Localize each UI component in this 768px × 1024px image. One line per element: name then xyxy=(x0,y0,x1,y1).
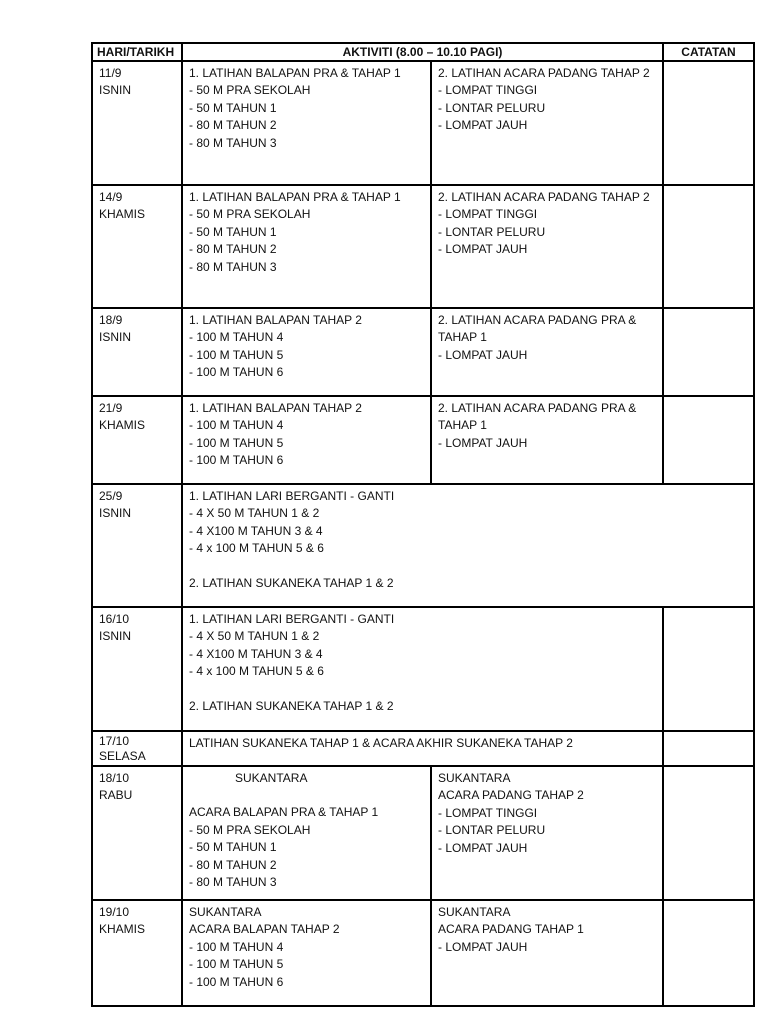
activity-line: LATIHAN SUKANEKA TAHAP 1 & ACARA AKHIR SUKANEKA TAHAP 2 xyxy=(189,736,573,750)
activity-line: 2. LATIHAN ACARA PADANG PRA & xyxy=(438,313,637,327)
table-row xyxy=(92,607,754,731)
day-label: ISNIN xyxy=(99,506,132,521)
activity-line: TAHAP 1 xyxy=(438,418,487,433)
activity-line: - 100 M TAHUN 4 xyxy=(189,330,284,345)
day-label: KHAMIS xyxy=(99,207,146,222)
date-label: 17/10 xyxy=(99,734,130,748)
notes-cell xyxy=(663,731,754,766)
date-label: 25/9 xyxy=(99,489,123,503)
day-cell xyxy=(92,607,182,731)
notes-cell xyxy=(663,185,754,308)
activity-line: - 4 X 50 M TAHUN 1 & 2 xyxy=(189,629,320,644)
activity-right-cell xyxy=(431,61,663,185)
table-row xyxy=(92,61,754,185)
table-row xyxy=(92,185,754,308)
activity-line: ACARA PADANG TAHAP 1 xyxy=(438,922,584,937)
activity-line: - LOMPAT TINGGI xyxy=(438,207,538,222)
activity-right-cell xyxy=(431,900,663,1006)
activity-line: SUKANTARA xyxy=(189,905,262,919)
activity-line: - 80 M TAHUN 3 xyxy=(189,135,277,150)
spacer xyxy=(189,681,656,698)
day-cell xyxy=(92,900,182,1006)
date-label: 19/10 xyxy=(99,905,130,919)
activity-line: - 50 M TAHUN 1 xyxy=(189,840,277,855)
day-cell xyxy=(92,396,182,484)
table-row xyxy=(92,766,754,900)
activity-line: - LONTAR PELURU xyxy=(438,823,546,838)
notes-cell xyxy=(663,396,754,484)
activity-right-cell xyxy=(431,308,663,396)
activity-line: - LOMPAT JAUH xyxy=(438,118,528,133)
day-label: KHAMIS xyxy=(99,418,146,433)
activity-line: - 4 x 100 M TAHUN 5 & 6 xyxy=(189,664,324,679)
activity-full-cell xyxy=(182,607,663,731)
activity-right-cell xyxy=(431,766,663,900)
activity-left-cell xyxy=(182,185,431,308)
day-label: ISNIN xyxy=(99,83,132,98)
table-row xyxy=(92,308,754,396)
spacer xyxy=(189,787,424,804)
date-label: 11/9 xyxy=(99,66,122,80)
notes-cell xyxy=(663,766,754,900)
activity-line: - 4 X 50 M TAHUN 1 & 2 xyxy=(189,506,320,521)
date-label: 21/9 xyxy=(99,401,123,415)
activity-line: - 100 M TAHUN 4 xyxy=(189,939,284,954)
activity-line: 1. LATIHAN BALAPAN TAHAP 2 xyxy=(189,313,362,327)
day-cell xyxy=(92,308,182,396)
activity-line: - LONTAR PELURU xyxy=(438,224,546,239)
activity-line: - LOMPAT JAUH xyxy=(438,347,528,362)
activity-line: - 50 M TAHUN 1 xyxy=(189,100,277,115)
activity-line: - 4 X100 M TAHUN 3 & 4 xyxy=(189,523,323,538)
activity-line: 2. LATIHAN ACARA PADANG PRA & xyxy=(438,401,637,415)
activity-line: ACARA BALAPAN TAHAP 2 xyxy=(189,922,340,937)
activity-line: 2. LATIHAN ACARA PADANG TAHAP 2 xyxy=(438,190,650,204)
activity-line: - 100 M TAHUN 5 xyxy=(189,957,284,972)
date-label: 18/9 xyxy=(99,313,123,327)
day-label: ISNIN xyxy=(99,629,132,644)
activity-line: TAHAP 1 xyxy=(438,330,487,345)
activity-left-cell xyxy=(182,396,431,484)
notes-cell xyxy=(663,61,754,185)
activity-full-cell xyxy=(182,484,754,607)
activity-line: 2. LATIHAN SUKANEKA TAHAP 1 & 2 xyxy=(189,698,394,713)
activity-line: SUKANTARA xyxy=(438,771,511,785)
activity-line: - 80 M TAHUN 2 xyxy=(189,242,277,257)
activity-line: - LOMPAT TINGGI xyxy=(438,83,538,98)
activity-line: ACARA BALAPAN PRA & TAHAP 1 xyxy=(189,805,379,820)
activity-line: - LONTAR PELURU xyxy=(438,100,546,115)
activity-right-cell xyxy=(431,185,663,308)
activity-line: 2. LATIHAN ACARA PADANG TAHAP 2 xyxy=(438,66,650,80)
activity-line: - 80 M TAHUN 2 xyxy=(189,857,277,872)
header-notes: CATATAN xyxy=(663,43,754,61)
activity-line: SUKANTARA xyxy=(438,905,511,919)
table-row xyxy=(92,731,754,766)
activity-line: - 100 M TAHUN 6 xyxy=(189,453,284,468)
activity-line: - LOMPAT TINGGI xyxy=(438,805,538,820)
activity-line: - 100 M TAHUN 5 xyxy=(189,435,284,450)
activity-left-cell xyxy=(182,766,431,900)
schedule-table xyxy=(91,42,755,1007)
table-row xyxy=(92,396,754,484)
date-label: 16/10 xyxy=(99,612,130,626)
activity-line: - 4 X100 M TAHUN 3 & 4 xyxy=(189,646,323,661)
activity-line: - LOMPAT JAUH xyxy=(438,435,528,450)
activity-left-cell xyxy=(182,900,431,1006)
activity-line: 1. LATIHAN BALAPAN PRA & TAHAP 1 xyxy=(189,66,401,80)
activity-left-cell xyxy=(182,308,431,396)
activity-line: - LOMPAT JAUH xyxy=(438,939,528,954)
day-cell xyxy=(92,484,182,607)
day-cell xyxy=(92,185,182,308)
activity-right-cell xyxy=(431,396,663,484)
day-cell xyxy=(92,766,182,900)
activity-line: - 50 M PRA SEKOLAH xyxy=(189,207,311,222)
activity-line: - LOMPAT JAUH xyxy=(438,840,528,855)
notes-cell xyxy=(663,308,754,396)
activity-line: - 80 M TAHUN 3 xyxy=(189,259,277,274)
day-label: KHAMIS xyxy=(99,922,146,937)
activity-line: - 100 M TAHUN 5 xyxy=(189,347,284,362)
activity-line: 1. LATIHAN LARI BERGANTI - GANTI xyxy=(189,489,395,503)
notes-cell xyxy=(663,607,754,731)
activity-line: - 50 M PRA SEKOLAH xyxy=(189,83,311,98)
activity-line: - 100 M TAHUN 4 xyxy=(189,418,284,433)
day-label: ISNIN xyxy=(99,330,132,345)
header-row xyxy=(92,43,754,61)
spacer xyxy=(189,558,747,575)
day-label: SELASA xyxy=(99,749,146,763)
activity-line: 1. LATIHAN LARI BERGANTI - GANTI xyxy=(189,612,395,626)
activity-title: SUKANTARA xyxy=(235,771,308,785)
date-label: 18/10 xyxy=(99,771,130,785)
activity-line: 1. LATIHAN BALAPAN TAHAP 2 xyxy=(189,401,362,415)
table-row xyxy=(92,484,754,607)
activity-line: - 80 M TAHUN 2 xyxy=(189,118,277,133)
activity-line: - LOMPAT JAUH xyxy=(438,242,528,257)
notes-cell xyxy=(663,900,754,1006)
day-cell xyxy=(92,61,182,185)
activity-line: - 80 M TAHUN 3 xyxy=(189,875,277,890)
activity-line: 2. LATIHAN SUKANEKA TAHAP 1 & 2 xyxy=(189,575,394,590)
activity-line: - 50 M TAHUN 1 xyxy=(189,224,277,239)
activity-full-cell xyxy=(182,731,663,766)
activity-left-cell xyxy=(182,61,431,185)
activity-line: - 100 M TAHUN 6 xyxy=(189,974,284,989)
table-row xyxy=(92,900,754,1006)
activity-line: - 4 x 100 M TAHUN 5 & 6 xyxy=(189,541,324,556)
day-cell xyxy=(92,731,182,766)
header-activity: AKTIVITI (8.00 – 10.10 PAGI) xyxy=(182,43,663,61)
activity-line: - 50 M PRA SEKOLAH xyxy=(189,822,311,837)
activity-line: - 100 M TAHUN 6 xyxy=(189,365,284,380)
header-day: HARI/TARIKH xyxy=(92,43,182,61)
date-label: 14/9 xyxy=(99,190,123,204)
activity-line: ACARA PADANG TAHAP 2 xyxy=(438,788,584,803)
day-label: RABU xyxy=(99,788,133,803)
activity-line: 1. LATIHAN BALAPAN PRA & TAHAP 1 xyxy=(189,190,401,204)
